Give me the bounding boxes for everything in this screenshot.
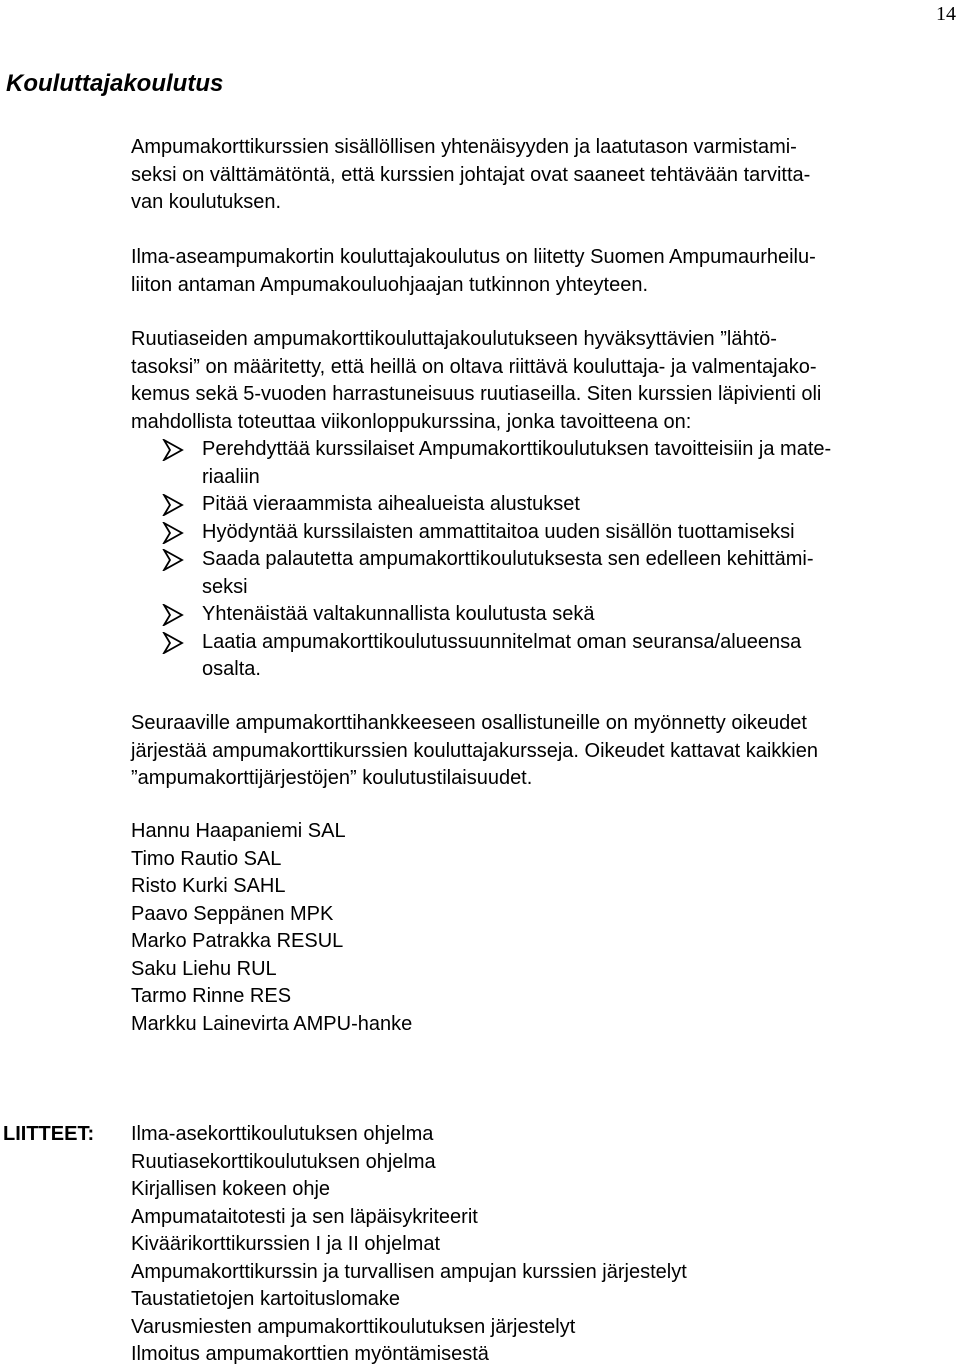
text-line: Seuraaville ampumakorttihankkeeseen osallistuneille on myönnetty oikeudet — [131, 712, 807, 734]
text-line: seksi on välttämätöntä, että kurssien johtajat ovat saaneet tehtävään tarvitta- — [131, 163, 811, 186]
text-line: Ampumakorttikurssien sisällöllisen yhtenäisyyden ja laatutason varmistami- — [131, 136, 797, 158]
list-item: Hannu Haapaniemi SAL — [131, 820, 346, 842]
trainer-names-list — [131, 818, 412, 1038]
list-item: Saku Liehu RUL — [131, 957, 277, 980]
attachments-list — [131, 1121, 687, 1369]
attachments-label: LIITTEET: — [3, 1123, 95, 1145]
section-heading: Kouluttajakoulutus — [6, 70, 224, 97]
arrowhead-bullet-icon — [162, 549, 184, 571]
goals-list — [131, 436, 949, 684]
arrowhead-bullet-icon — [162, 494, 184, 516]
intro-paragraph-2 — [131, 244, 949, 299]
text-line: van koulutuksen. — [131, 191, 282, 213]
text-line: Ilma-aseampumakortin kouluttajakoulutus on liitetty Suomen Ampumaurheilu- — [131, 246, 816, 268]
text-line: Laatia ampumakorttikoulutussuunnitelmat oman seuransa/alueensa — [202, 630, 802, 653]
list-item: Ilma-asekorttikoulutuksen ohjelma — [131, 1123, 434, 1145]
text-line: Pitää vieraammista aihealueista alustukset — [202, 493, 580, 515]
text-line: Perehdyttää kurssilaiset Ampumakorttikoulutuksen tavoitteisiin ja mate- — [202, 438, 832, 460]
list-item: Kirjallisen kokeen ohje — [131, 1178, 331, 1200]
text-line: liiton antaman Ampumakouluohjaajan tutkinnon yhteyteen. — [131, 273, 649, 296]
text-line: kemus sekä 5-vuoden harrastuneisuus ruutiaseilla. Siten kurssien läpivienti oli — [131, 383, 822, 405]
text-line: riaaliin — [202, 465, 260, 488]
list-item — [131, 629, 949, 684]
intro-paragraph-1 — [131, 134, 949, 217]
arrowhead-bullet-icon — [162, 439, 184, 461]
text-line: osalta. — [202, 658, 261, 680]
text-line: mahdollista toteuttaa viikonloppukurssina, jonka tavoitteena on: — [131, 410, 692, 433]
arrowhead-bullet-icon — [162, 604, 184, 626]
list-item — [131, 601, 949, 629]
list-item — [131, 519, 949, 547]
text-line: Ruutiaseiden ampumakorttikouluttajakoulutukseen hyväksyttävien ”lähtö- — [131, 328, 777, 350]
list-item: Varusmiesten ampumakorttikoulutuksen järjestelyt — [131, 1315, 576, 1338]
list-item: Kiväärikorttikurssien I ja II ohjelmat — [131, 1233, 441, 1255]
list-item: Tarmo Rinne RES — [131, 985, 292, 1007]
list-item: Paavo Seppänen MPK — [131, 902, 334, 925]
list-item — [131, 491, 949, 519]
arrowhead-bullet-icon — [162, 522, 184, 544]
text-line: järjestää ampumakorttikurssien kouluttajakursseja. Oikeudet kattavat kaikkien — [131, 739, 818, 762]
text-line: ”ampumakorttijärjestöjen” koulutustilaisuudet. — [131, 767, 533, 789]
requirements-paragraph — [131, 326, 949, 684]
list-item: Ampumakorttikurssin ja turvallisen ampujan kurssien järjestelyt — [131, 1260, 687, 1283]
list-item: Taustatietojen kartoituslomake — [131, 1288, 401, 1310]
list-item: Marko Patrakka RESUL — [131, 930, 344, 952]
text-line: seksi — [202, 575, 248, 598]
list-item — [131, 436, 949, 491]
arrowhead-bullet-icon — [162, 632, 184, 654]
list-item: Risto Kurki SAHL — [131, 875, 286, 897]
list-item: Ilmoitus ampumakorttien myöntämisestä — [131, 1343, 489, 1365]
text-line: Yhtenäistää valtakunnallista koulutusta sekä — [202, 603, 595, 625]
page-number: 14 — [936, 3, 956, 25]
text-line: tasoksi” on määritetty, että heillä on oltava riittävä kouluttaja- ja valmentajako- — [131, 355, 817, 378]
list-item: Ruutiasekorttikoulutuksen ohjelma — [131, 1150, 436, 1173]
text-line: Saada palautetta ampumakorttikoulutuksesta sen edelleen kehittämi- — [202, 548, 814, 570]
text-line: Hyödyntää kurssilaisten ammattitaitoa uuden sisällön tuottamiseksi — [202, 520, 795, 543]
list-item: Timo Rautio SAL — [131, 847, 282, 870]
list-item: Markku Lainevirta AMPU-hanke — [131, 1012, 413, 1035]
rights-paragraph — [131, 710, 949, 793]
list-item — [131, 546, 949, 601]
list-item: Ampumataitotesti ja sen läpäisykriteerit — [131, 1205, 478, 1228]
